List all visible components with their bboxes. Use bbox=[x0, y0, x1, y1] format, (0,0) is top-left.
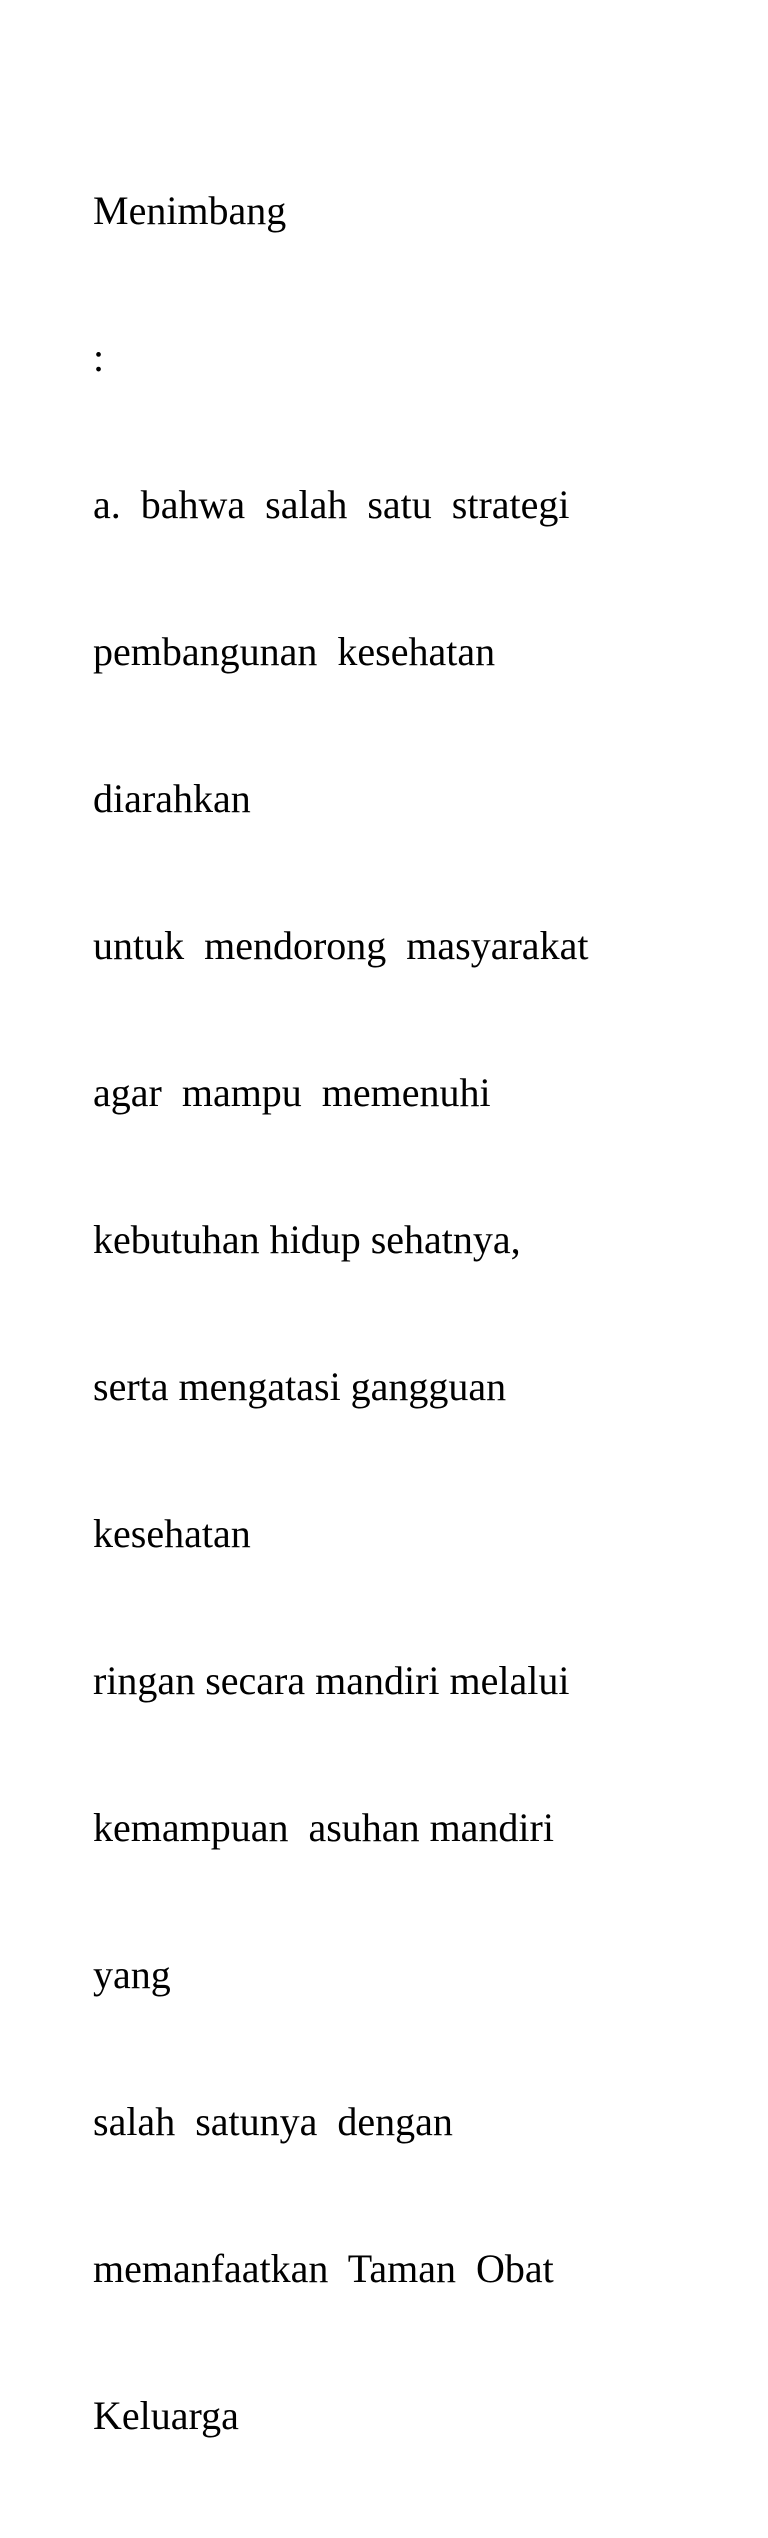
text-line: serta mengatasi gangguan bbox=[93, 1364, 507, 1409]
text-line: diarahkan bbox=[93, 776, 251, 821]
text-line: Keluarga bbox=[93, 2393, 239, 2438]
text-line: kesehatan bbox=[93, 1511, 251, 1556]
text-line: yang bbox=[93, 1952, 171, 1997]
text-line: pembangunan kesehatan bbox=[93, 629, 496, 674]
text-line: memanfaatkan Taman Obat bbox=[93, 2246, 554, 2291]
text-line: salah satunya dengan bbox=[93, 2099, 453, 2144]
colon-line: : bbox=[93, 335, 105, 380]
text-line: a. bahwa salah satu strategi bbox=[93, 482, 570, 527]
text-line: agar mampu memenuhi bbox=[93, 1070, 491, 1115]
text-line: kemampuan asuhan mandiri bbox=[93, 1805, 554, 1850]
heading-menimbang: Menimbang bbox=[93, 188, 287, 233]
text-line: kebutuhan hidup sehatnya, bbox=[93, 1217, 521, 1262]
text-line: ringan secara mandiri melalui bbox=[93, 1658, 570, 1703]
document-body bbox=[93, 88, 713, 2538]
text-line: untuk mendorong masyarakat bbox=[93, 923, 589, 968]
